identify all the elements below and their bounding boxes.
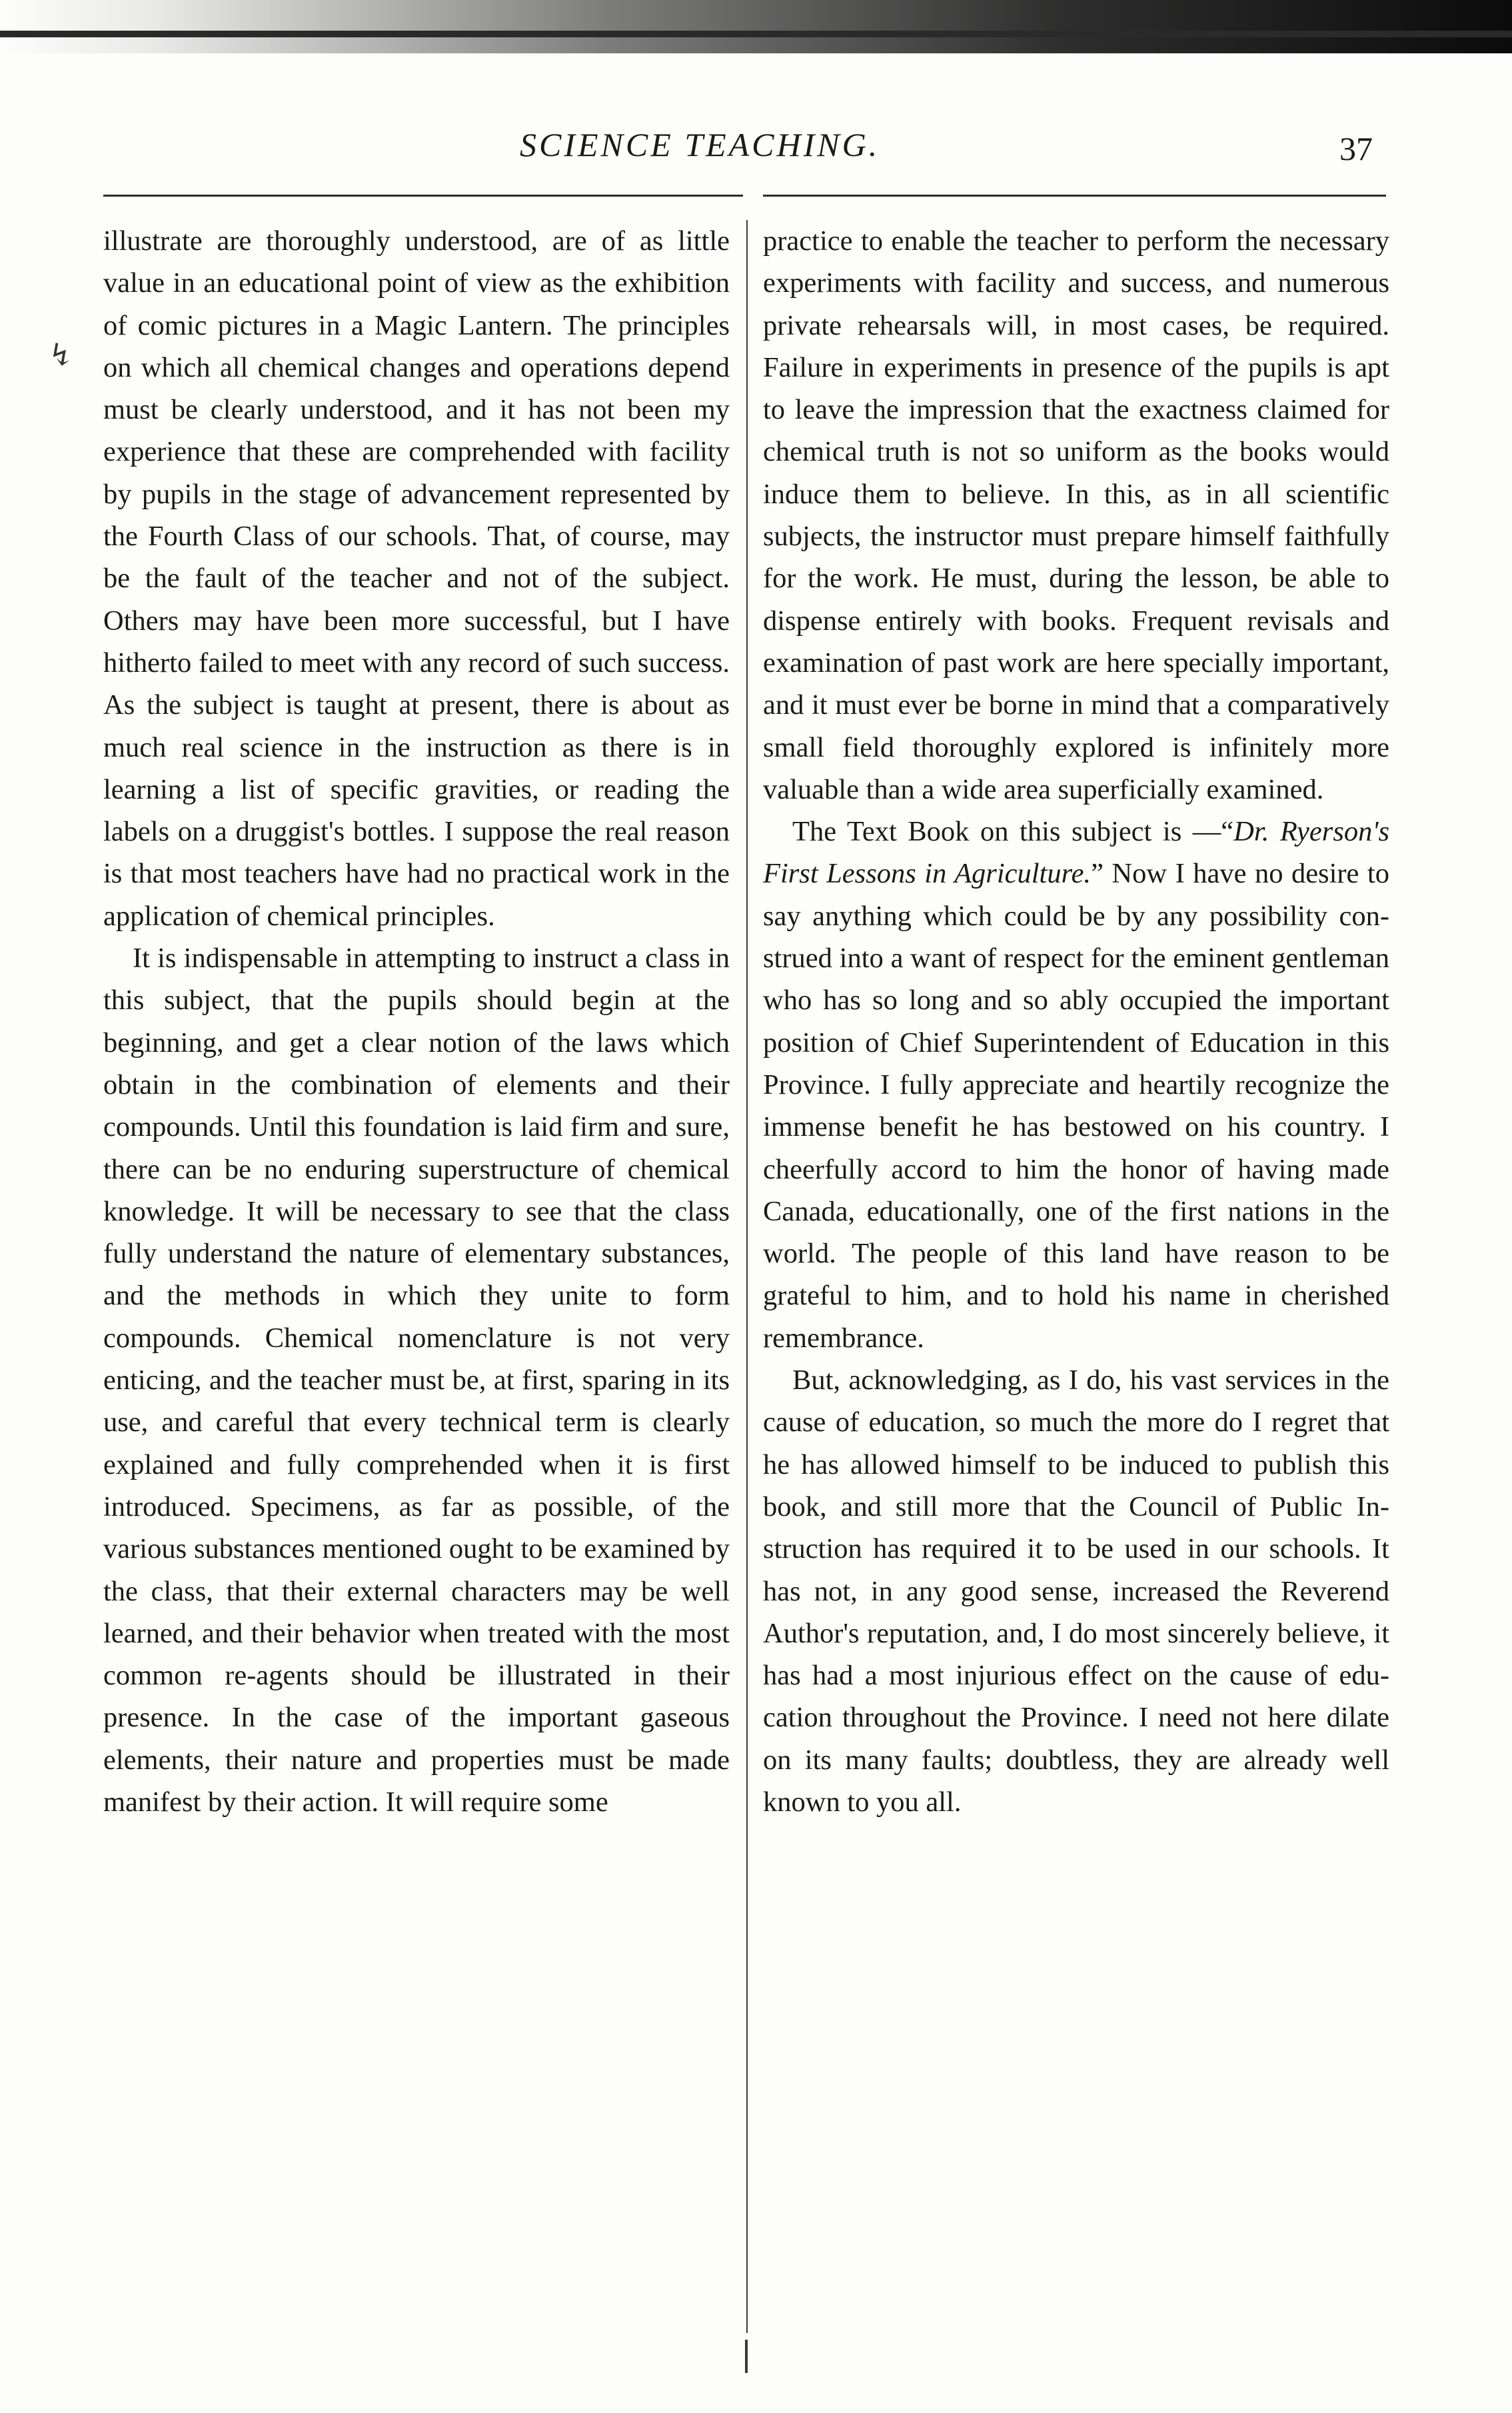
book-title: Dr. Ryerson's First Lessons in Agriculture. xyxy=(763,816,1389,890)
paragraph-textbook xyxy=(763,811,1389,1359)
paragraph-text: The Text Book on this subject is —“ xyxy=(792,816,1234,848)
left-column xyxy=(103,220,730,2340)
column-divider-foot xyxy=(745,2340,748,2373)
column-divider xyxy=(746,220,748,2333)
page-number: 37 xyxy=(1339,130,1373,167)
paragraph: practice to enable the teacher to perform the necessary experiments with facility and success, and numerous private rehearsals will, in most cases, be required. Failure in experiments in presence of the pupils is apt to leave the impression that the exactness claimed for chemical truth is not so uniform as the books would induce them to believe. In this, as in all scientific subjects, the instructor must prepare himself faithfully for the work. He must, during the lesson, be able to dispense entirely with books. Frequent revisals and examination of past work are here specially important, and it must ever be borne in mind that a comparatively small field thoroughly explored is infinitely more valuable than a wide area superficially examined. xyxy=(763,225,1389,805)
paragraph-text: ” Now I have no desire to say anything which could be by any possibility construed into a want of respect for the eminent gentleman who has so long and so ably occupied the important position of Chief Superintendent of Education in this Province. I fully appreciate and heartily recognize the immense benefit he has bestowed on his country. I cheerfully accord to him the honor of having made Canada, educationally, one of the first nations in the world. The people of this land have reason to be grateful to him, and to hold his name in cherished remembrance. xyxy=(763,858,1389,1354)
paragraph: It is indispensable in attempting to instruct a class in this subject, that the pupils should begin at the beginning, and get a clear notion of the laws which obtain in the combination of elements and their compounds. Until this foundation is laid firm and sure, there can be no enduring superstructure of chemical knowledge. It will be necessary to see that the class fully understand the nature of elementary substances, and the methods in which they unite to form compounds. Chemical nomenclature is not very enticing, and the teacher must be, at first, sparing in its use, and careful that every technical term is clearly explained and fully comprehended when it is first introduced. Specimens, as far as possible, of the various substances mentioned ought to be examined by the class, that their external characters may be well learned, and their behavior when treated with the most common re-agents should be illustrated in their presence. In the case of the important gaseous elements, their nature and properties must be made manifest by their action. It will require some xyxy=(103,943,730,1818)
header-rule-right xyxy=(763,195,1386,197)
scan-edge-line xyxy=(0,31,1512,37)
header-rule-left xyxy=(103,195,743,197)
scan-edge-shadow xyxy=(0,0,1512,53)
margin-mark: ↯ xyxy=(48,338,74,372)
running-title: SCIENCE TEACHING. xyxy=(520,126,880,163)
paragraph: But, acknowledging, as I do, his vast services in the cause of education, so much the more do I regret that he has allowed himself to be induced to publish this book, and still more that the Council of Public Instruction has required it to be used in our schools. It has not, in any good sense, increased the Reverend Author's reputation, and, I do most sincerely believe, it has had a most injurious effect on the cause of education throughout the Province. I need not here dilate on its many faults; doubtless, they are already well known to you all. xyxy=(763,1364,1389,1818)
paragraph: illustrate are thoroughly understood, are of as little value in an educational point of view as the exhibition of comic pictures in a Magic Lantern. The principles on which all chemical changes and operations depend must be clearly understood, and it has not been my experience that these are comprehended with facility by pupils in the stage of advancement represented by the Fourth Class of our schools. That, of course, may be the fault of the teacher and not of the subject. Others may have been more successful, but I have hitherto failed to meet with any record of such success. As the subject is taught at present, there is about as much real science in the instruction as there is in learning a list of specific gravities, or reading the labels on a druggist's bottles. I suppose the real reason is that most teachers have had no practical work in the application of chemical principles. xyxy=(103,225,730,932)
right-column xyxy=(763,220,1389,2340)
running-head xyxy=(0,125,1512,179)
